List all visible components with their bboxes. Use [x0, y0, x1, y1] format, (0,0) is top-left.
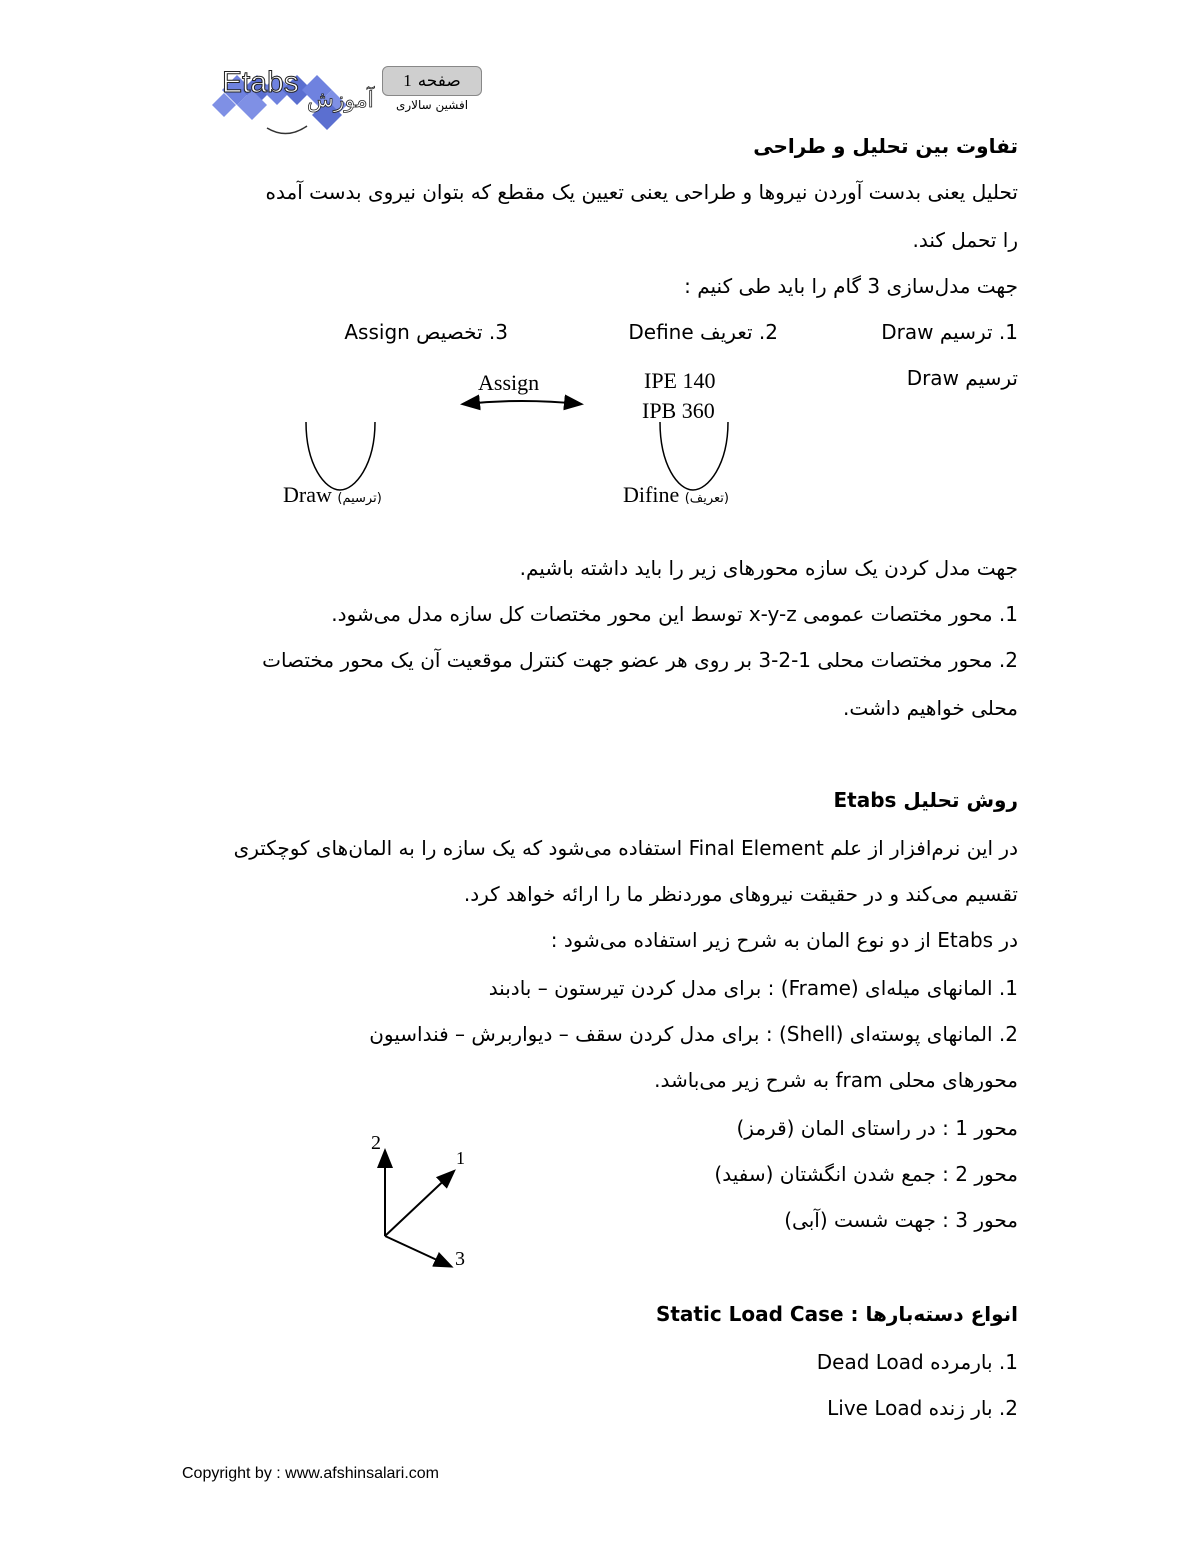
paragraph-5-line-1: 2. محور مختصات محلی 1-2-3 بر روی هر عضو جهت کنترل موقعیت آن یک محور مختصات: [262, 648, 1018, 672]
diagram-draw-fa: (ترسیم): [337, 491, 382, 506]
diagram-ipe-label: IPE 140: [644, 368, 716, 393]
diagram-draw-label: [283, 482, 382, 508]
paragraph-2: جهت مدل‌سازی 3 گام را باید طی کنیم :: [684, 274, 1018, 298]
etabs-logo: [212, 60, 374, 140]
paragraph-7: در Etabs از دو نوع المان به شرح زیر استفاده می‌شود :: [550, 928, 1018, 952]
logo-subtext: آموزش: [307, 88, 374, 113]
page-number: 1: [403, 71, 412, 90]
paragraph-9: 2. المانهای پوسته‌ای (Shell) : برای مدل کردن سقف – دیواربرش – فنداسیون: [369, 1022, 1018, 1046]
draw-label: ترسیم Draw: [906, 366, 1018, 390]
axis-label-1: 1: [456, 1148, 465, 1168]
footer-copyright: Copyright by : www.afshinsalari.com: [182, 1465, 439, 1482]
step-2: 2. تعریف Define: [628, 320, 778, 344]
step-1: 1. ترسیم Draw: [881, 320, 1018, 344]
title-load-cases: انواع دسته‌بارها : Static Load Case: [655, 1302, 1018, 1326]
axis-2-description: محور 2 : جمع شدن انگشتان (سفید): [714, 1162, 1018, 1186]
paragraph-6-line-2: تقسیم می‌کند و در حقیقت نیروهای موردنظر ما را ارائه خواهد کرد.: [463, 882, 1018, 906]
author-name: افشین سالاری: [395, 98, 469, 112]
diagram-define-label: [623, 482, 729, 508]
paragraph-10: محورهای محلی fram به شرح زیر می‌باشد.: [654, 1068, 1018, 1092]
axis-1-description: محور 1 : در راستای المان (قرمز): [736, 1116, 1018, 1140]
paragraph-4: 1. محور مختصات عمومی x-y-z توسط این محور مختصات کل سازه مدل می‌شود.: [331, 602, 1018, 626]
paragraph-1-line-1: تحلیل یعنی بدست آوردن نیروها و طراحی یعنی تعیین یک مقطع که بتوان نیروی بدست آمده: [265, 180, 1018, 204]
axis-label-2: 2: [371, 1132, 381, 1154]
step-3: 3. تخصیص Assign: [344, 320, 508, 344]
page-badge: [382, 66, 482, 96]
diagram-define-fa: (تعریف): [684, 491, 729, 506]
paragraph-6-line-1: در این نرم‌افزار از علم Final Element استفاده می‌شود که یک سازه را به المان‌های کوچکتری: [233, 836, 1018, 860]
page-label: صفحه: [417, 71, 461, 91]
diagram-draw-text: Draw: [283, 482, 332, 507]
title-etabs-method: روش تحلیل Etabs: [833, 788, 1018, 812]
axis-3-description: محور 3 : جهت شست (آبی): [784, 1208, 1018, 1232]
title-analysis-vs-design: تفاوت بین تحلیل و طراحی: [753, 134, 1018, 158]
paragraph-8: 1. المانهای میله‌ای (Frame) : برای مدل کردن تیرستون – بادبند: [488, 976, 1018, 1000]
paragraph-5-line-2: محلی خواهیم داشت.: [843, 696, 1018, 720]
diagram-ipb-label: IPB 360: [642, 398, 715, 423]
logo-text: Etabs: [222, 66, 299, 99]
axis-label-3: 3: [455, 1248, 465, 1270]
load-case-2: 2. بار زنده Live Load: [827, 1396, 1018, 1420]
load-case-1: 1. بارمرده Dead Load: [816, 1350, 1018, 1374]
diagram-define-text: Difine: [623, 482, 680, 507]
diagram-assign-label: Assign: [478, 370, 540, 395]
paragraph-3: جهت مدل کردن یک سازه محورهای زیر را باید داشته باشیم.: [519, 556, 1018, 580]
paragraph-1-line-2: را تحمل کند.: [912, 228, 1018, 252]
